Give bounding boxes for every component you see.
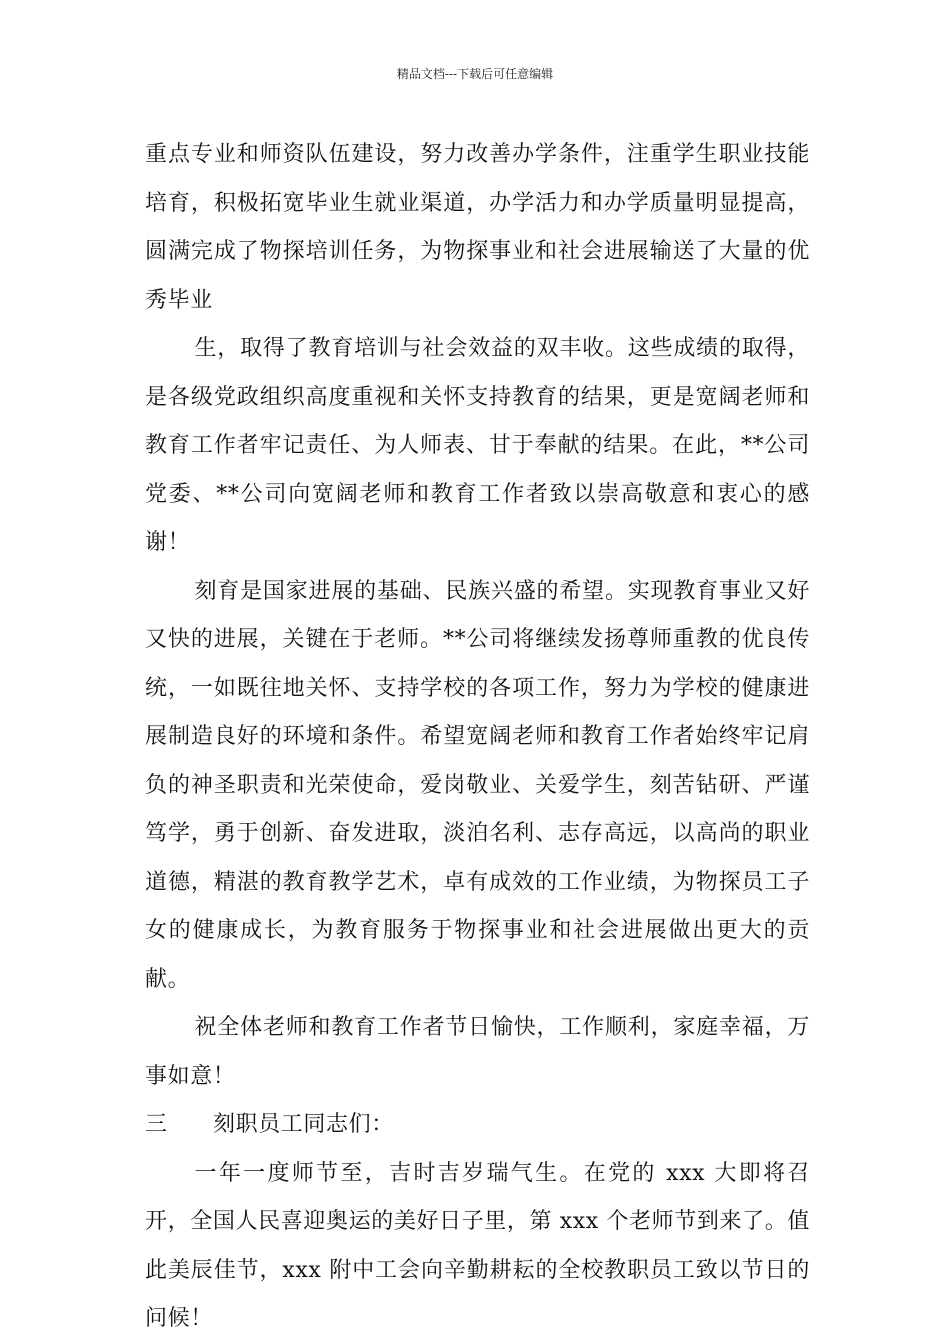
page-header: 精品文档---下载后可任意编辑 bbox=[396, 67, 554, 81]
paragraph-2: 生，取得了教育培训与社会效益的双丰收。这些成绩的取得，是各级党政组织高度重视和关怀支持教育的结果，更是宽阔老师和教育工作者牢记责任、为人师表、甘于奉献的结果。在此，**公司党委、**公司向宽阔老师和教育工作者致以崇高敬意和衷心的感谢！ bbox=[145, 336, 810, 555]
section-salutation bbox=[145, 1101, 810, 1150]
paragraph-5: 一年一度师节至，吉时吉岁瑞气生。在党的 xxx 大即将召开，全国人民喜迎奥运的美好日子里，第 xxx 个老师节到来了。值此美辰佳节，xxx 附中工会向辛勤耕耘的全校教职员工致以节日的问候！ bbox=[145, 1160, 810, 1331]
paragraph-3: 刻育是国家进展的基础、民族兴盛的希望。实现教育事业又好又快的进展，关键在于老师。**公司将继续发扬尊师重教的优良传统，一如既往地关怀、支持学校的各项工作，努力为学校的健康进展制造良好的环境和条件。希望宽阔老师和教育工作者始终牢记肩负的神圣职责和光荣使命，爱岗敬业、关爱学生，刻苦钻研、严谨笃学，勇于创新、奋发进取，淡泊名利、志存高远，以高尚的职业道德，精湛的教育教学艺术，卓有成效的工作业绩，为物探员工子女的健康成长，为教育服务于物探事业和社会进展做出更大的贡献。 bbox=[145, 578, 810, 992]
document-body bbox=[145, 131, 810, 1344]
paragraph-1: 重点专业和师资队伍建设，努力改善办学条件，注重学生职业技能培育，积极拓宽毕业生就业渠道，办学活力和办学质量明显提高，圆满完成了物探培训任务，为物探事业和社会进展输送了大量的优秀毕业 bbox=[145, 142, 810, 313]
paragraph-4: 祝全体老师和教育工作者节日愉快，工作顺利，家庭幸福，万事如意！ bbox=[145, 1015, 810, 1089]
salutation-text: 刻职员工同志们： bbox=[213, 1112, 394, 1137]
section-number: 三 bbox=[145, 1112, 168, 1137]
